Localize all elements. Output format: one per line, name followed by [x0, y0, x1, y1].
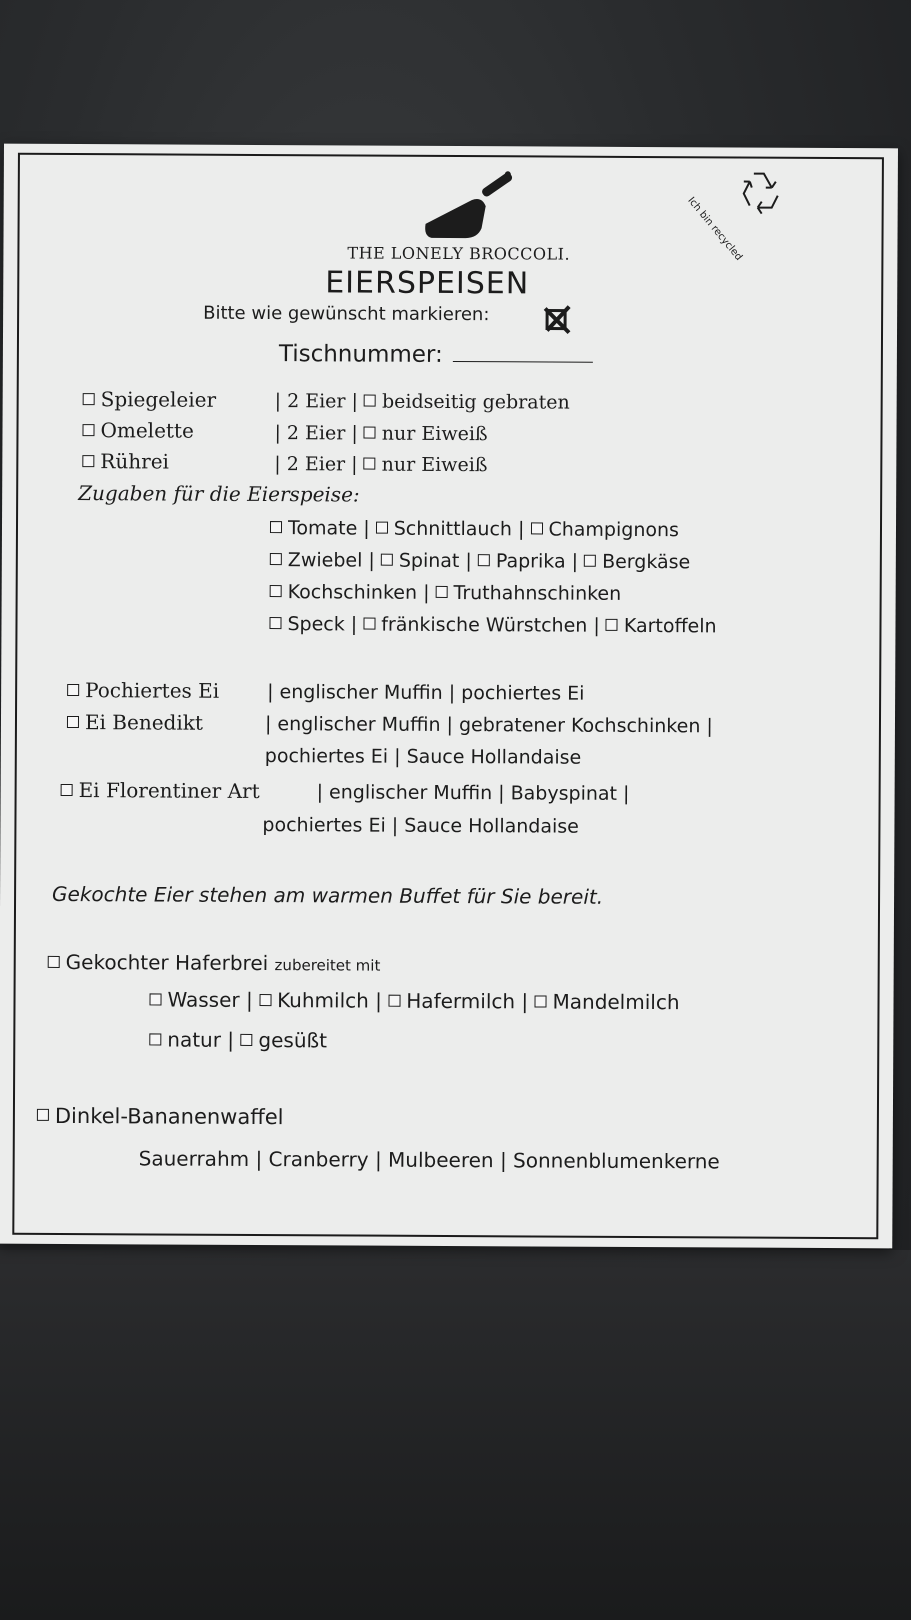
dish-row-ei-benedikt [67, 710, 203, 735]
dish-name: Ei Florentiner Art [78, 778, 260, 804]
dish-detail [275, 390, 570, 414]
extras-row-3: Kochschinken | Truthahnschinken [270, 581, 622, 605]
menu-sheet [0, 144, 898, 1249]
option-item: Kuhmilch [277, 988, 369, 1013]
dish-detail-text: | 2 Eier | [274, 422, 358, 445]
checkbox[interactable] [606, 618, 618, 630]
checkbox[interactable] [436, 585, 448, 597]
checkbox[interactable] [240, 1033, 252, 1045]
checkbox[interactable] [363, 617, 375, 629]
extra-item: Truthahnschinken [453, 582, 622, 605]
waffle-toppings: Sauerrahm | Cranberry | Mulbeeren | Sonnenblumenkerne [138, 1146, 720, 1174]
extra-item: Kartoffeln [623, 614, 717, 638]
dish-row-waffel [37, 1104, 284, 1129]
dish-description: | englischer Muffin | gebratener Kochschinken | [264, 713, 713, 738]
checkbox[interactable] [83, 393, 95, 405]
checkbox[interactable] [48, 955, 60, 967]
checkbox[interactable] [259, 994, 271, 1006]
dish-row-spiegeleier [83, 387, 217, 412]
dish-option: nur Eiweiß [381, 422, 488, 446]
table-number-text: Tischnummer: [278, 341, 443, 368]
checkbox[interactable] [364, 395, 376, 407]
porridge-sweet-options: natur | gesüßt [149, 1027, 327, 1052]
dish-option: nur Eiweiß [381, 453, 488, 477]
checkbox[interactable] [388, 994, 400, 1006]
boiled-eggs-note: Gekochte Eier stehen am warmen Buffet für Sie bereit. [52, 881, 604, 909]
option-item: Hafermilch [406, 988, 516, 1014]
option-item: gesüßt [258, 1028, 328, 1053]
extras-row-4: Speck | fränkische Würstchen | Kartoffeln [269, 613, 716, 637]
extra-item: Schnittlauch [393, 517, 513, 541]
checkbox[interactable] [67, 683, 79, 695]
dish-row-ruehrei [82, 449, 169, 473]
checkbox[interactable] [535, 995, 547, 1007]
extra-item: Bergkäse [602, 550, 691, 574]
extras-heading: Zugaben für die Eierspeise: [78, 481, 360, 507]
option-item: Mandelmilch [552, 989, 680, 1015]
dish-name: Pochiertes Ei [85, 678, 220, 703]
extra-item: Zwiebel [287, 549, 363, 572]
table-number-field[interactable] [453, 345, 593, 363]
dish-detail [274, 422, 487, 445]
checkbox[interactable] [67, 715, 79, 727]
dish-description: | englischer Muffin | Babyspinat | [316, 781, 630, 805]
porridge-milk-options: Wasser | Kuhmilch | Hafermilch | Mandelmilch [149, 987, 679, 1014]
dish-suffix: zubereitet mit [274, 956, 381, 975]
checkbox[interactable] [82, 455, 94, 467]
extra-item: Spinat [398, 549, 460, 573]
dish-name: Gekochter Haferbrei [65, 949, 269, 976]
dish-description: | englischer Muffin | pochiertes Ei [267, 681, 585, 705]
extra-item: Tomate [287, 517, 358, 540]
checkbox[interactable] [270, 521, 282, 533]
dish-description: pochiertes Ei | Sauce Hollandaise [264, 745, 582, 769]
extra-item: Paprika [495, 550, 566, 573]
dish-description: pochiertes Ei | Sauce Hollandaise [262, 814, 579, 838]
checkbox[interactable] [478, 554, 490, 566]
checkbox[interactable] [61, 783, 73, 795]
page-title: EIERSPEISEN [325, 265, 530, 302]
extra-item: fränkische Würstchen [381, 613, 588, 637]
extra-item: Speck [287, 613, 345, 636]
checkbox[interactable] [364, 427, 376, 439]
checkbox[interactable] [270, 585, 282, 597]
table-number-label [279, 341, 593, 369]
checkbox[interactable] [364, 458, 376, 470]
dish-name: Rührei [100, 449, 170, 474]
dish-detail-text: | 2 Eier | [274, 390, 359, 413]
checkbox[interactable] [530, 522, 542, 534]
dish-row-omelette [82, 418, 193, 443]
dish-row-haferbrei [48, 950, 381, 976]
checkbox[interactable] [149, 993, 161, 1005]
brand-name: THE LONELY BROCCOLI. [347, 243, 571, 264]
extras-row-2: Zwiebel | Spinat | Paprika | Bergkäse [270, 549, 691, 573]
checkbox[interactable] [376, 521, 388, 533]
dish-name: Dinkel-Bananenwaffel [54, 1103, 284, 1130]
option-item: natur [167, 1027, 222, 1052]
instruction-text: Bitte wie gewünscht markieren: [203, 302, 490, 326]
option-item: Wasser [167, 987, 240, 1012]
table-surface [0, 1250, 911, 1620]
dish-detail [274, 453, 487, 476]
cleaver-icon [421, 166, 521, 247]
dish-name: Omelette [100, 418, 194, 443]
recycle-label: Ich bin recycled [685, 195, 745, 263]
dish-row-pochiertes-ei [67, 678, 219, 703]
checkbox[interactable] [149, 1033, 161, 1045]
extra-item: Kochschinken [287, 581, 418, 604]
dish-option: beidseitig gebraten [381, 390, 570, 414]
checkmark-example-icon [543, 304, 573, 334]
checkbox[interactable] [269, 617, 281, 629]
checkbox[interactable] [381, 553, 393, 565]
dish-row-ei-florentiner [61, 778, 260, 803]
extras-row-1: Tomate | Schnittlauch | Champignons [270, 517, 679, 541]
recycle-icon [710, 165, 794, 235]
checkbox[interactable] [584, 554, 596, 566]
checkbox[interactable] [37, 1109, 49, 1121]
extra-item: Champignons [548, 518, 680, 542]
checkbox[interactable] [270, 553, 282, 565]
dish-detail-text: | 2 Eier | [274, 453, 358, 476]
dish-name: Ei Benedikt [84, 710, 204, 735]
dish-name: Spiegeleier [100, 387, 217, 412]
checkbox[interactable] [82, 424, 94, 436]
